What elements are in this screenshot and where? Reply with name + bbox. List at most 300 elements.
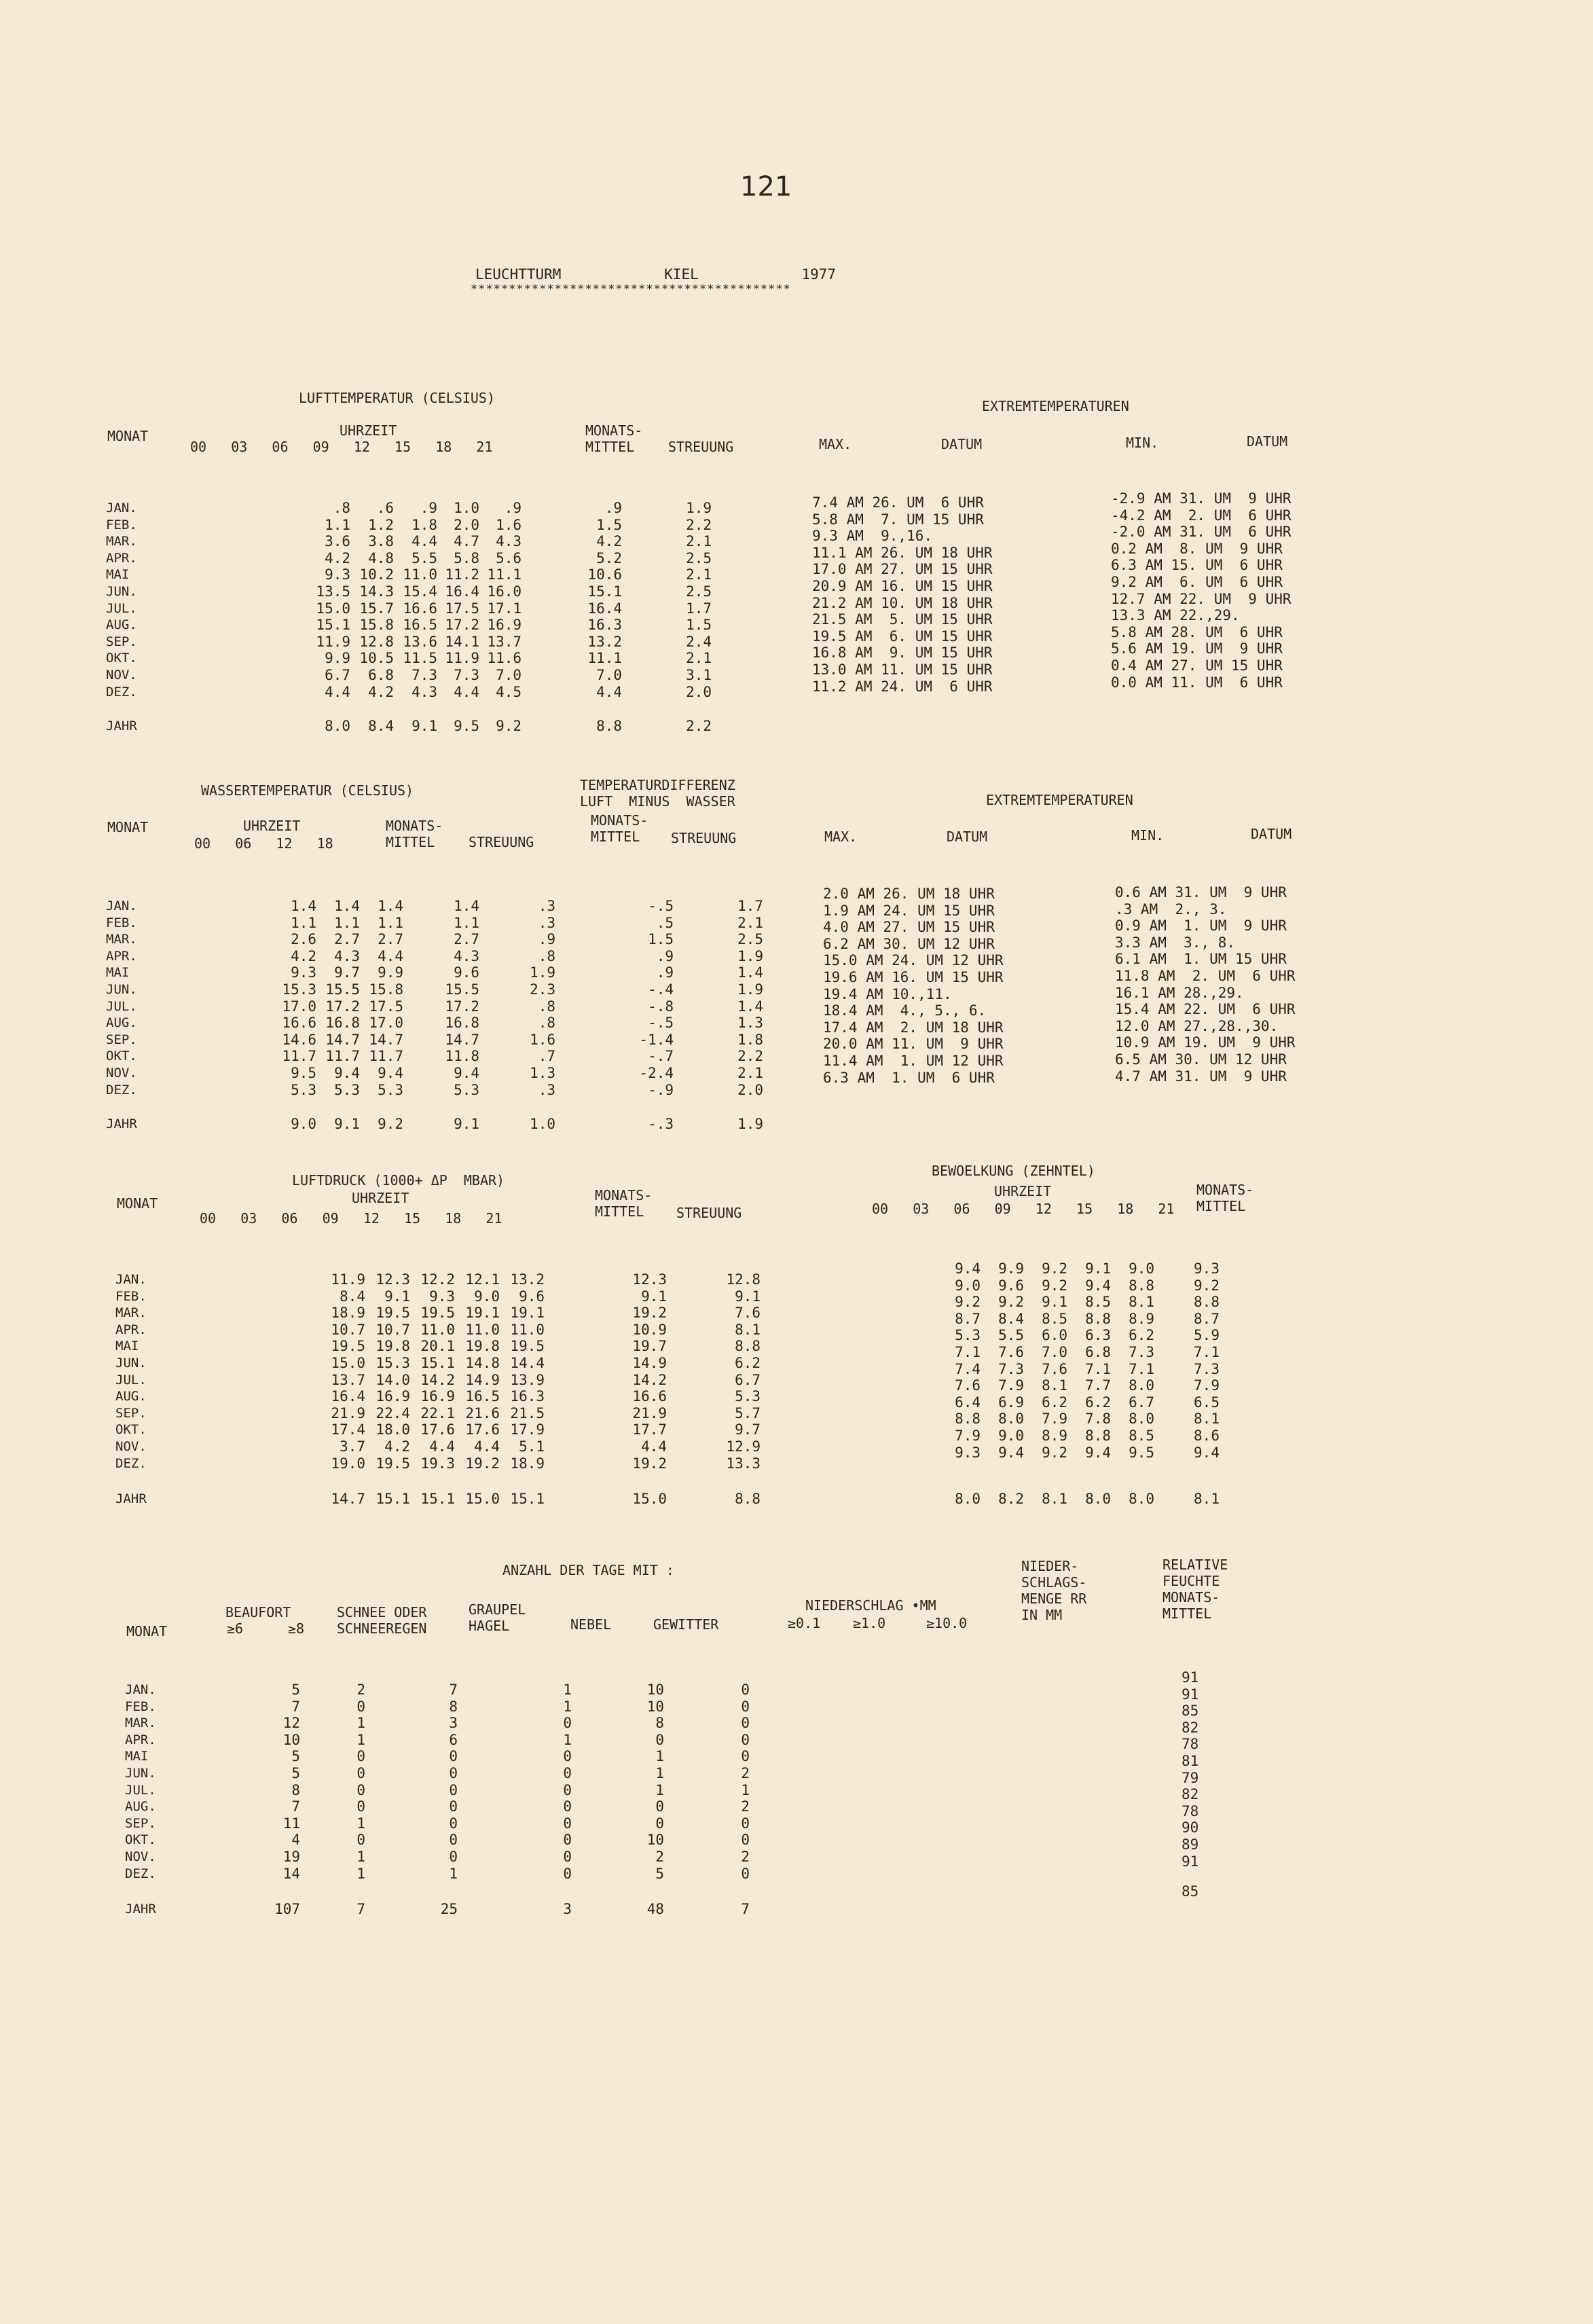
value-cell: 8.5 bbox=[1129, 1427, 1154, 1444]
list-value: 16.1 AM 28.,29. bbox=[1115, 984, 1244, 1001]
value-cell: 0 bbox=[563, 1815, 572, 1832]
humidity-value: 82 bbox=[1182, 1786, 1199, 1803]
value-cell: 0 bbox=[741, 1698, 750, 1715]
value-cell: 9.0 bbox=[998, 1427, 1024, 1444]
list-item bbox=[823, 1019, 1095, 1036]
month-label: FEB. bbox=[115, 1288, 147, 1304]
list-value: 6.3 AM 1. UM 6 UHR bbox=[823, 1069, 995, 1086]
value-cell: 3.8 bbox=[368, 533, 394, 550]
value-cell: 1.7 bbox=[737, 898, 763, 914]
value-cell: 7.6 bbox=[735, 1305, 761, 1322]
table-row bbox=[937, 1277, 1259, 1294]
month-label: DEZ. bbox=[106, 1082, 137, 1097]
value-cell: 8.1 bbox=[1042, 1491, 1067, 1508]
value-cell: .3 bbox=[538, 1081, 555, 1098]
value-cell: 6.2 bbox=[1085, 1394, 1111, 1411]
value-cell: 11.7 bbox=[369, 1048, 403, 1065]
days-b6-label: ≥6 bbox=[227, 1620, 244, 1637]
list-value: 9.3 AM 9.,16. bbox=[812, 528, 933, 545]
table-row bbox=[937, 1445, 1259, 1461]
value-cell: 0 bbox=[563, 1848, 572, 1865]
air-max-label: MAX. bbox=[819, 436, 852, 452]
air-monat-label: MONAT bbox=[107, 428, 149, 444]
table-row bbox=[937, 1344, 1259, 1361]
value-cell: 7.8 bbox=[1085, 1411, 1111, 1428]
days-b8-label: ≥8 bbox=[288, 1620, 305, 1637]
value-cell: 16.0 bbox=[487, 583, 521, 600]
value-cell: 16.3 bbox=[510, 1388, 545, 1405]
value-cell: 7.9 bbox=[998, 1377, 1024, 1394]
value-cell: 8.0 bbox=[955, 1491, 981, 1508]
value-cell: 11.9 bbox=[331, 1271, 365, 1288]
value-cell: 1.4 bbox=[737, 964, 763, 981]
water-max-datum-label: DATUM bbox=[947, 829, 988, 845]
value-cell: 3.6 bbox=[325, 533, 350, 550]
value-cell: 0 bbox=[356, 1832, 365, 1849]
value-cell: 1.8 bbox=[737, 1031, 763, 1048]
value-cell: 9.2 bbox=[496, 718, 521, 735]
value-cell: 2.1 bbox=[686, 566, 712, 583]
value-cell: 8 bbox=[449, 1698, 458, 1715]
value-cell: 2 bbox=[655, 1848, 664, 1865]
table-row bbox=[106, 898, 763, 915]
list-item bbox=[812, 611, 1084, 628]
value-cell: 0 bbox=[563, 1798, 572, 1815]
water-max-grid bbox=[823, 886, 1095, 1086]
value-cell: 2.3 bbox=[530, 981, 555, 998]
list-item bbox=[1111, 557, 1355, 574]
water-min-list bbox=[1115, 858, 1359, 1110]
water-diff-monatsmittel-label: MONATS- MITTEL bbox=[591, 812, 648, 845]
value-cell: 0 bbox=[356, 1748, 365, 1765]
place-name: KIEL bbox=[664, 266, 699, 283]
value-cell: 9.3 bbox=[429, 1288, 455, 1305]
list-item bbox=[823, 886, 1095, 903]
value-cell: 9.0 bbox=[474, 1288, 500, 1305]
list-item bbox=[1111, 490, 1355, 507]
value-cell: 4.3 bbox=[454, 947, 479, 964]
value-cell: 11.9 bbox=[445, 650, 479, 667]
value-cell: 0 bbox=[449, 1798, 458, 1815]
value-cell: 8 bbox=[291, 1781, 300, 1798]
value-cell: 17.5 bbox=[369, 998, 403, 1015]
list-value: 11.4 AM 1. UM 12 UHR bbox=[823, 1052, 1004, 1069]
value-cell: 1.9 bbox=[737, 947, 763, 964]
value-cell: 16.5 bbox=[403, 617, 437, 634]
value-cell: 19.1 bbox=[465, 1305, 500, 1322]
month-label: OKT. bbox=[106, 1049, 137, 1064]
value-cell: 2.5 bbox=[686, 549, 712, 566]
value-cell: 2.0 bbox=[686, 683, 712, 700]
list-value: 17.0 AM 27. UM 15 UHR bbox=[812, 561, 993, 578]
value-cell: 8 bbox=[655, 1715, 664, 1732]
header-rule: ****************************************** bbox=[471, 283, 791, 296]
value-cell: 19.2 bbox=[632, 1455, 667, 1472]
value-cell: 7 bbox=[356, 1901, 365, 1918]
list-item bbox=[1115, 884, 1359, 901]
table-row bbox=[106, 1032, 763, 1049]
value-cell: 1 bbox=[356, 1865, 365, 1882]
value-cell: 9.0 bbox=[955, 1277, 981, 1294]
value-cell: 1.4 bbox=[737, 998, 763, 1015]
value-cell: 17.1 bbox=[487, 600, 521, 617]
water-extreme-title: EXTREMTEMPERATUREN bbox=[986, 792, 1133, 808]
value-cell: 4.8 bbox=[368, 549, 394, 566]
list-value: 21.2 AM 10. UM 18 UHR bbox=[812, 594, 993, 611]
humidity-value: 78 bbox=[1182, 1736, 1199, 1753]
value-cell: 48 bbox=[646, 1901, 664, 1918]
value-cell: .5 bbox=[656, 914, 674, 931]
value-cell: 13.9 bbox=[510, 1371, 545, 1388]
value-cell: 12.8 bbox=[726, 1271, 761, 1288]
value-cell: 15.8 bbox=[369, 981, 403, 998]
value-cell: .9 bbox=[538, 931, 555, 948]
value-cell: 8.1 bbox=[1129, 1294, 1154, 1311]
value-cell: 7.7 bbox=[1085, 1377, 1111, 1394]
humidity-value: 91 bbox=[1182, 1686, 1199, 1703]
table-row bbox=[106, 550, 712, 567]
value-cell: 1 bbox=[356, 1715, 365, 1732]
value-cell: 6.8 bbox=[368, 666, 394, 683]
pressure-monatsmittel-label: MONATS- MITTEL bbox=[595, 1187, 653, 1220]
list-item bbox=[812, 528, 1084, 545]
month-label: NOV. bbox=[106, 1065, 137, 1081]
table-row bbox=[106, 600, 712, 617]
value-cell: 4.4 bbox=[429, 1438, 455, 1455]
value-cell: 18.9 bbox=[331, 1305, 365, 1322]
value-cell: 12.2 bbox=[420, 1271, 455, 1288]
value-cell: 6.0 bbox=[1042, 1327, 1067, 1344]
value-cell: 0 bbox=[356, 1798, 365, 1815]
month-label: JAHR bbox=[106, 1116, 137, 1132]
table-row bbox=[106, 667, 712, 684]
table-row bbox=[106, 1048, 763, 1065]
value-cell: 6.7 bbox=[1129, 1394, 1154, 1411]
list-value: 4.7 AM 31. UM 9 UHR bbox=[1115, 1068, 1287, 1085]
value-cell: .9 bbox=[420, 500, 437, 516]
list-value: 19.4 AM 10.,11. bbox=[823, 985, 952, 1002]
list-item bbox=[1182, 1686, 1222, 1703]
value-cell: 9.0 bbox=[291, 1116, 316, 1133]
list-item bbox=[1182, 1753, 1222, 1770]
table-row bbox=[106, 500, 712, 517]
table-row bbox=[106, 583, 712, 600]
list-value: 4.0 AM 27. UM 15 UHR bbox=[823, 919, 995, 936]
value-cell: 14.2 bbox=[420, 1371, 455, 1388]
table-row bbox=[937, 1327, 1259, 1344]
value-cell: .7 bbox=[538, 1048, 555, 1065]
value-cell: 10.2 bbox=[359, 566, 394, 583]
spacer-row bbox=[125, 1882, 750, 1901]
value-cell: 8.8 bbox=[1129, 1277, 1154, 1294]
value-cell: 8.0 bbox=[998, 1411, 1024, 1428]
value-cell: 7.9 bbox=[955, 1427, 981, 1444]
value-cell: 1.9 bbox=[686, 500, 712, 516]
pressure-table-grid bbox=[115, 1271, 761, 1508]
list-item bbox=[823, 936, 1095, 953]
value-cell: 14.7 bbox=[331, 1491, 365, 1508]
value-cell: 14 bbox=[282, 1865, 300, 1882]
value-cell: 8.1 bbox=[1042, 1377, 1067, 1394]
month-label: FEB. bbox=[125, 1699, 156, 1714]
value-cell: 15.1 bbox=[376, 1491, 410, 1508]
air-min-grid bbox=[1111, 490, 1355, 691]
value-cell: 17.0 bbox=[369, 1015, 403, 1032]
value-cell: 14.4 bbox=[510, 1354, 545, 1371]
table-row bbox=[106, 634, 712, 651]
value-cell: -.5 bbox=[648, 898, 674, 914]
value-cell: 7.3 bbox=[1129, 1343, 1154, 1360]
value-cell: 20.1 bbox=[420, 1338, 455, 1355]
value-cell: 10 bbox=[646, 1682, 664, 1698]
value-cell: 1 bbox=[356, 1848, 365, 1865]
month-label: APR. bbox=[106, 948, 137, 964]
value-cell: 4.3 bbox=[496, 533, 521, 550]
value-cell: 16.9 bbox=[420, 1388, 455, 1405]
value-cell: 15.1 bbox=[420, 1354, 455, 1371]
clouds-hours: 00 03 06 09 12 15 18 21 bbox=[872, 1201, 1175, 1217]
value-cell: 5.3 bbox=[334, 1081, 360, 1098]
value-cell: 9.4 bbox=[334, 1064, 360, 1081]
value-cell: 10.9 bbox=[632, 1321, 667, 1338]
air-title: LUFTTEMPERATUR (CELSIUS) bbox=[299, 390, 495, 406]
list-value: 21.5 AM 5. UM 15 UHR bbox=[812, 611, 993, 628]
value-cell: 14.1 bbox=[445, 633, 479, 650]
month-label: JUN. bbox=[106, 583, 137, 599]
value-cell: 2.7 bbox=[378, 931, 403, 948]
air-uhrzeit-label: UHRZEIT bbox=[340, 422, 397, 439]
list-item bbox=[1182, 1786, 1222, 1803]
list-item bbox=[823, 952, 1095, 969]
value-cell: 0 bbox=[356, 1781, 365, 1798]
value-cell: 7.3 bbox=[454, 666, 479, 683]
value-cell: 4.2 bbox=[384, 1438, 410, 1455]
value-cell: 0 bbox=[563, 1764, 572, 1781]
value-cell: 19.1 bbox=[510, 1305, 545, 1322]
value-cell: 9.9 bbox=[998, 1260, 1024, 1277]
value-cell: 1.4 bbox=[378, 898, 403, 914]
value-cell: 1 bbox=[655, 1748, 664, 1765]
value-cell: 1.1 bbox=[454, 914, 479, 931]
list-item bbox=[1111, 591, 1355, 608]
value-cell: 5 bbox=[291, 1682, 300, 1698]
month-label: MAR. bbox=[115, 1305, 147, 1321]
value-cell: 11.5 bbox=[403, 650, 437, 667]
value-cell: 1.4 bbox=[334, 898, 360, 914]
value-cell: 2.2 bbox=[737, 1048, 763, 1065]
humidity-grid bbox=[1182, 1669, 1222, 1900]
value-cell: 1.9 bbox=[530, 964, 555, 981]
list-item bbox=[1115, 1068, 1359, 1085]
spacer-row bbox=[106, 1098, 763, 1116]
value-cell: 6.7 bbox=[735, 1371, 761, 1388]
pressure-title: LUFTDRUCK (1000+ ΔP MBAR) bbox=[292, 1172, 505, 1188]
list-item bbox=[823, 903, 1095, 920]
value-cell: 5.6 bbox=[496, 549, 521, 566]
table-row bbox=[115, 1438, 761, 1455]
list-item bbox=[812, 561, 1084, 578]
water-monat-label: MONAT bbox=[107, 819, 149, 835]
value-cell: 8.5 bbox=[1085, 1294, 1111, 1311]
value-cell: 7.6 bbox=[1042, 1360, 1067, 1377]
value-cell: 19.7 bbox=[632, 1338, 667, 1355]
clouds-table-grid bbox=[937, 1260, 1259, 1508]
list-value: 6.5 AM 30. UM 12 UHR bbox=[1115, 1051, 1287, 1068]
value-cell: 2.5 bbox=[686, 583, 712, 600]
value-cell: 3.7 bbox=[340, 1438, 365, 1455]
value-cell: -.5 bbox=[648, 1015, 674, 1032]
list-value: 5.6 AM 19. UM 9 UHR bbox=[1111, 640, 1283, 657]
table-row bbox=[115, 1405, 761, 1422]
list-value: 16.8 AM 9. UM 15 UHR bbox=[812, 644, 993, 661]
list-value: 11.2 AM 24. UM 6 UHR bbox=[812, 678, 993, 695]
value-cell: 5.3 bbox=[454, 1081, 479, 1098]
value-cell: 7.9 bbox=[1194, 1377, 1220, 1394]
value-cell: 9.2 bbox=[378, 1116, 403, 1133]
table-row bbox=[106, 981, 763, 998]
value-cell: 0 bbox=[741, 1748, 750, 1765]
value-cell: 7 bbox=[741, 1901, 750, 1918]
value-cell: 13.6 bbox=[403, 633, 437, 650]
value-cell: 9.4 bbox=[1194, 1444, 1220, 1461]
value-cell: 0 bbox=[449, 1764, 458, 1781]
list-item bbox=[1115, 951, 1359, 968]
value-cell: 17.4 bbox=[331, 1421, 365, 1438]
pressure-monat-label: MONAT bbox=[117, 1195, 158, 1212]
value-cell: 0 bbox=[449, 1781, 458, 1798]
list-item bbox=[1111, 541, 1355, 558]
month-label: APR. bbox=[125, 1732, 156, 1747]
value-cell: 14.2 bbox=[632, 1371, 667, 1388]
value-cell: 16.9 bbox=[376, 1388, 410, 1405]
value-cell: 5 bbox=[291, 1748, 300, 1765]
value-cell: 9.1 bbox=[735, 1288, 761, 1305]
value-cell: -.4 bbox=[648, 981, 674, 998]
water-title: WASSERTEMPERATUR (CELSIUS) bbox=[201, 782, 414, 799]
list-value: 5.8 AM 7. UM 15 UHR bbox=[812, 511, 984, 528]
value-cell: 9.4 bbox=[998, 1444, 1024, 1461]
air-streuung-label: STREUUNG bbox=[668, 439, 734, 455]
value-cell: .6 bbox=[376, 500, 394, 516]
value-cell: 8.8 bbox=[735, 1338, 761, 1355]
value-cell: 11.0 bbox=[510, 1321, 545, 1338]
air-extreme-title: EXTREMTEMPERATUREN bbox=[982, 398, 1129, 414]
list-value: 0.4 AM 27. UM 15 UHR bbox=[1111, 657, 1283, 674]
value-cell: 10 bbox=[646, 1698, 664, 1715]
value-cell: 15.3 bbox=[376, 1354, 410, 1371]
value-cell: 4.4 bbox=[474, 1438, 500, 1455]
list-item bbox=[1182, 1669, 1222, 1686]
value-cell: 2.0 bbox=[737, 1081, 763, 1098]
month-label: MAR. bbox=[125, 1715, 156, 1731]
value-cell: 1.6 bbox=[496, 516, 521, 533]
value-cell: 4 bbox=[291, 1832, 300, 1849]
value-cell: 9.1 bbox=[641, 1288, 667, 1305]
value-cell: 10 bbox=[282, 1731, 300, 1748]
list-item bbox=[812, 644, 1084, 661]
value-cell: 2.6 bbox=[291, 931, 316, 948]
value-cell: 5.3 bbox=[291, 1081, 316, 1098]
value-cell: 16.6 bbox=[632, 1388, 667, 1405]
month-label: APR. bbox=[115, 1322, 147, 1337]
value-cell: 7.3 bbox=[411, 666, 437, 683]
table-row bbox=[937, 1377, 1259, 1394]
humidity-value: 89 bbox=[1182, 1836, 1199, 1853]
list-item bbox=[1182, 1836, 1222, 1853]
value-cell: 1 bbox=[356, 1731, 365, 1748]
value-cell: 13.3 bbox=[726, 1455, 761, 1472]
value-cell: 0 bbox=[356, 1764, 365, 1781]
days-gewitter-label: GEWITTER bbox=[653, 1616, 719, 1633]
value-cell: 11.6 bbox=[487, 650, 521, 667]
value-cell: 5 bbox=[291, 1764, 300, 1781]
days-niederschlag-label: NIEDERSCHLAG •MM bbox=[805, 1597, 936, 1614]
value-cell: 4.2 bbox=[596, 533, 622, 550]
days-table-grid bbox=[125, 1682, 750, 1918]
value-cell: 8.7 bbox=[1194, 1310, 1220, 1327]
month-label: AUG. bbox=[106, 617, 137, 633]
value-cell: 18.0 bbox=[376, 1421, 410, 1438]
month-label: FEB. bbox=[106, 517, 137, 532]
list-value: -4.2 AM 2. UM 6 UHR bbox=[1111, 507, 1292, 524]
value-cell: 2.0 bbox=[454, 516, 479, 533]
list-value: 10.9 AM 19. UM 9 UHR bbox=[1115, 1034, 1296, 1051]
value-cell: 8.7 bbox=[955, 1310, 981, 1327]
value-cell: 8.8 bbox=[1085, 1427, 1111, 1444]
list-value: 19.5 AM 6. UM 15 UHR bbox=[812, 628, 993, 644]
table-row bbox=[106, 1015, 763, 1032]
list-item bbox=[812, 511, 1084, 528]
value-cell: 1.3 bbox=[530, 1064, 555, 1081]
value-cell: 0 bbox=[563, 1865, 572, 1882]
value-cell: .8 bbox=[538, 998, 555, 1015]
value-cell: 7.4 bbox=[955, 1360, 981, 1377]
value-cell: 2.7 bbox=[454, 931, 479, 948]
value-cell: 4.2 bbox=[325, 549, 350, 566]
value-cell: 8.0 bbox=[1085, 1491, 1111, 1508]
value-cell: .3 bbox=[538, 898, 555, 914]
jahr-row bbox=[125, 1901, 750, 1918]
water-diff-streuung-label: STREUUNG bbox=[671, 830, 737, 846]
table-row bbox=[106, 533, 712, 550]
list-item bbox=[812, 678, 1084, 695]
month-label: JAHR bbox=[125, 1902, 156, 1917]
days-feuchte-label: RELATIVE FEUCHTE MONATS- MITTEL bbox=[1162, 1557, 1228, 1622]
list-item bbox=[1115, 918, 1359, 934]
month-label: DEZ. bbox=[106, 684, 137, 700]
list-value: 6.1 AM 1. UM 15 UHR bbox=[1115, 951, 1287, 968]
list-item bbox=[823, 1053, 1095, 1070]
pressure-uhrzeit-label: UHRZEIT bbox=[352, 1190, 409, 1206]
list-value: .3 AM 2., 3. bbox=[1115, 901, 1227, 918]
station-name: LEUCHTTURM bbox=[475, 266, 562, 283]
month-label: SEP. bbox=[106, 1032, 137, 1047]
air-min-label: MIN. bbox=[1126, 435, 1159, 451]
month-label: MAR. bbox=[106, 534, 137, 549]
value-cell: 25 bbox=[440, 1901, 458, 1918]
value-cell: 5.7 bbox=[735, 1404, 761, 1421]
value-cell: 12.1 bbox=[465, 1271, 500, 1288]
value-cell: 11.0 bbox=[420, 1321, 455, 1338]
table-row bbox=[106, 650, 712, 667]
value-cell: 7 bbox=[291, 1698, 300, 1715]
value-cell: 0 bbox=[449, 1748, 458, 1765]
value-cell: 7.1 bbox=[1194, 1343, 1220, 1360]
clouds-monatsmittel-label: MONATS- MITTEL bbox=[1196, 1182, 1254, 1214]
list-value: 6.2 AM 30. UM 12 UHR bbox=[823, 935, 995, 952]
value-cell: -.7 bbox=[648, 1048, 674, 1065]
value-cell: 0 bbox=[741, 1815, 750, 1832]
